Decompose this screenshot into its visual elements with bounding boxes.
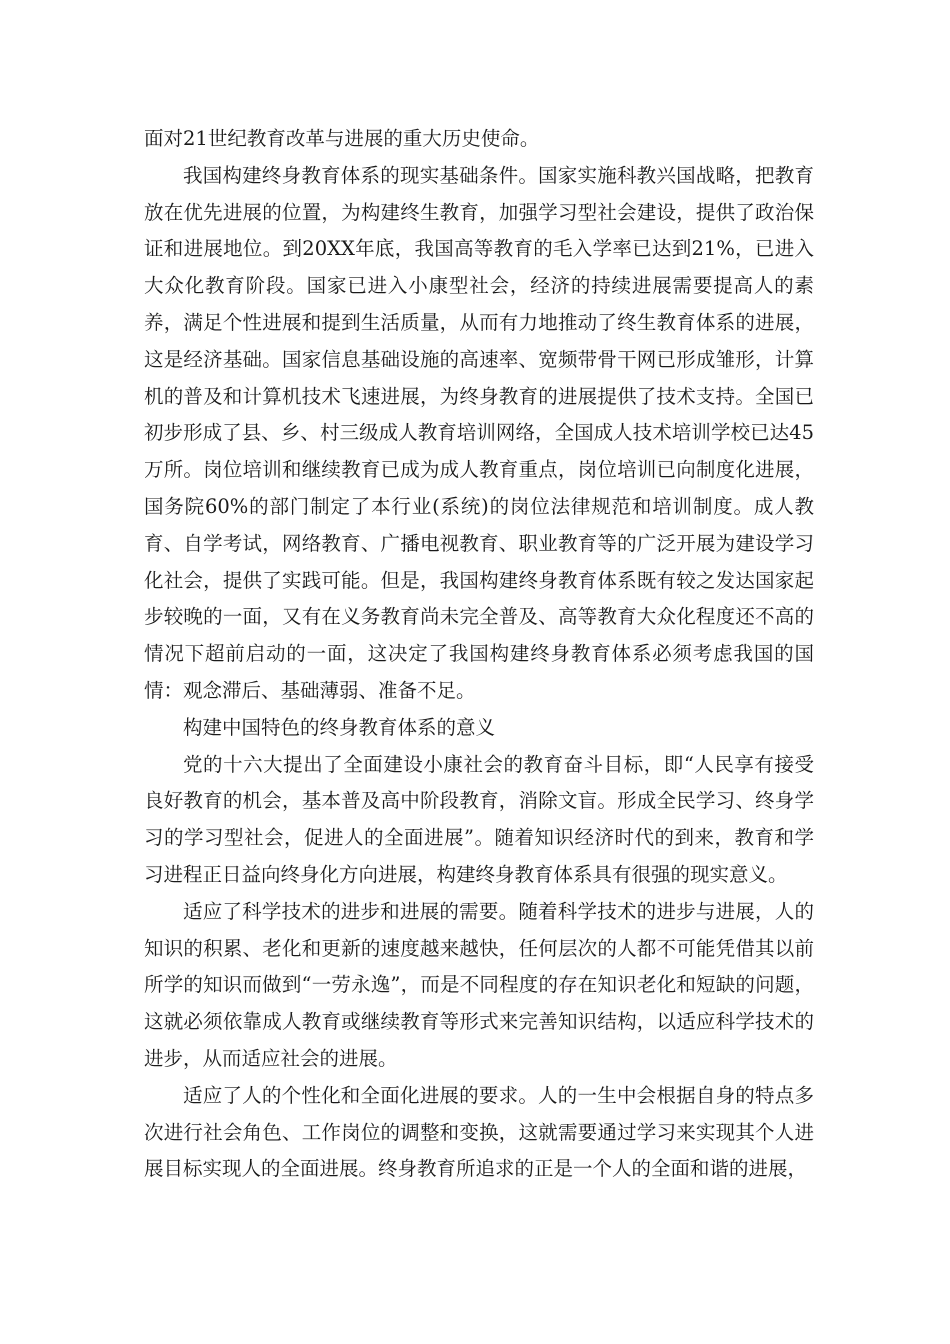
paragraph: 面对21世纪教育改革与进展的重大历史使命。 (144, 127, 540, 150)
paragraph: 我国构建终身教育体系的现实基础条件。国家实施科教兴国战略，把教育放在优先进展的位置，为构建终生教育，加强学习型社会建设，提供了政治保证和进展地位。到20XX年底，我国高等教育的毛入学率已达到21%，已进入大众化教育阶段。国家已进入小康型社会，经济的持续进展需要提高人的素养，满足个性进展和提到生活质量，从而有力地推动了终生教育体系的进展，这是经济基础。国家信息基础设施的高速率、宽频带骨干网已形成雏形，计算机的普及和计算机技术飞速进展，为终身教育的进展提供了技术支持。全国已初步形成了县、乡、村三级成人教育培训网络，全国成人技术培训学校已达45万所。岗位培训和继续教育已成为成人教育重点，岗位培训已向制度化进展，国务院60%的部门制定了本行业(系统)的岗位法律规范和培训制度。成人教育、自学考试，网络教育、广播电视教育、职业教育等的广泛开展为建设学习化社会，提供了实践可能。但是，我国构建终身教育体系既有较之发达国家起步较晚的一面，又有在义务教育尚未完全普及、高等教育大众化程度还不高的情况下超前启动的一面，这决定了我国构建终身教育体系必须考虑我国的国情：观念滞后、基础薄弱、准备不足。 (144, 163, 814, 702)
paragraph: 适应了科学技术的进步和进展的需要。随着科学技术的进步与进展，人的知识的积累、老化和更新的速度越来越快，任何层次的人都不可能凭借其以前所学的知识而做到“一劳永逸”，而是不同程度的存在知识老化和短缺的问题，这就必须依靠成人教育或继续教育等形式来完善知识结构，以适应科学技术的进步，从而适应社会的进展。 (144, 899, 814, 1070)
document-body (144, 121, 814, 1188)
section-heading: 构建中国特色的终身教育体系的意义 (183, 715, 496, 739)
paragraph: 适应了人的个性化和全面化进展的要求。人的一生中会根据自身的特点多次进行社会角色、工作岗位的调整和变换，这就需要通过学习来实现其个人进展目标实现人的全面进展。终身教育所追求的正是一个人的全面和谐的进展， (144, 1083, 814, 1181)
paragraph: 党的十六大提出了全面建设小康社会的教育奋斗目标，即“人民享有接受良好教育的机会，基本普及高中阶段教育，消除文盲。形成全民学习、终身学习的学习型社会，促进人的全面进展”。随着知识经济时代的到来，教育和学习进程正日益向终身化方向进展，构建终身教育体系具有很强的现实意义。 (144, 752, 814, 886)
